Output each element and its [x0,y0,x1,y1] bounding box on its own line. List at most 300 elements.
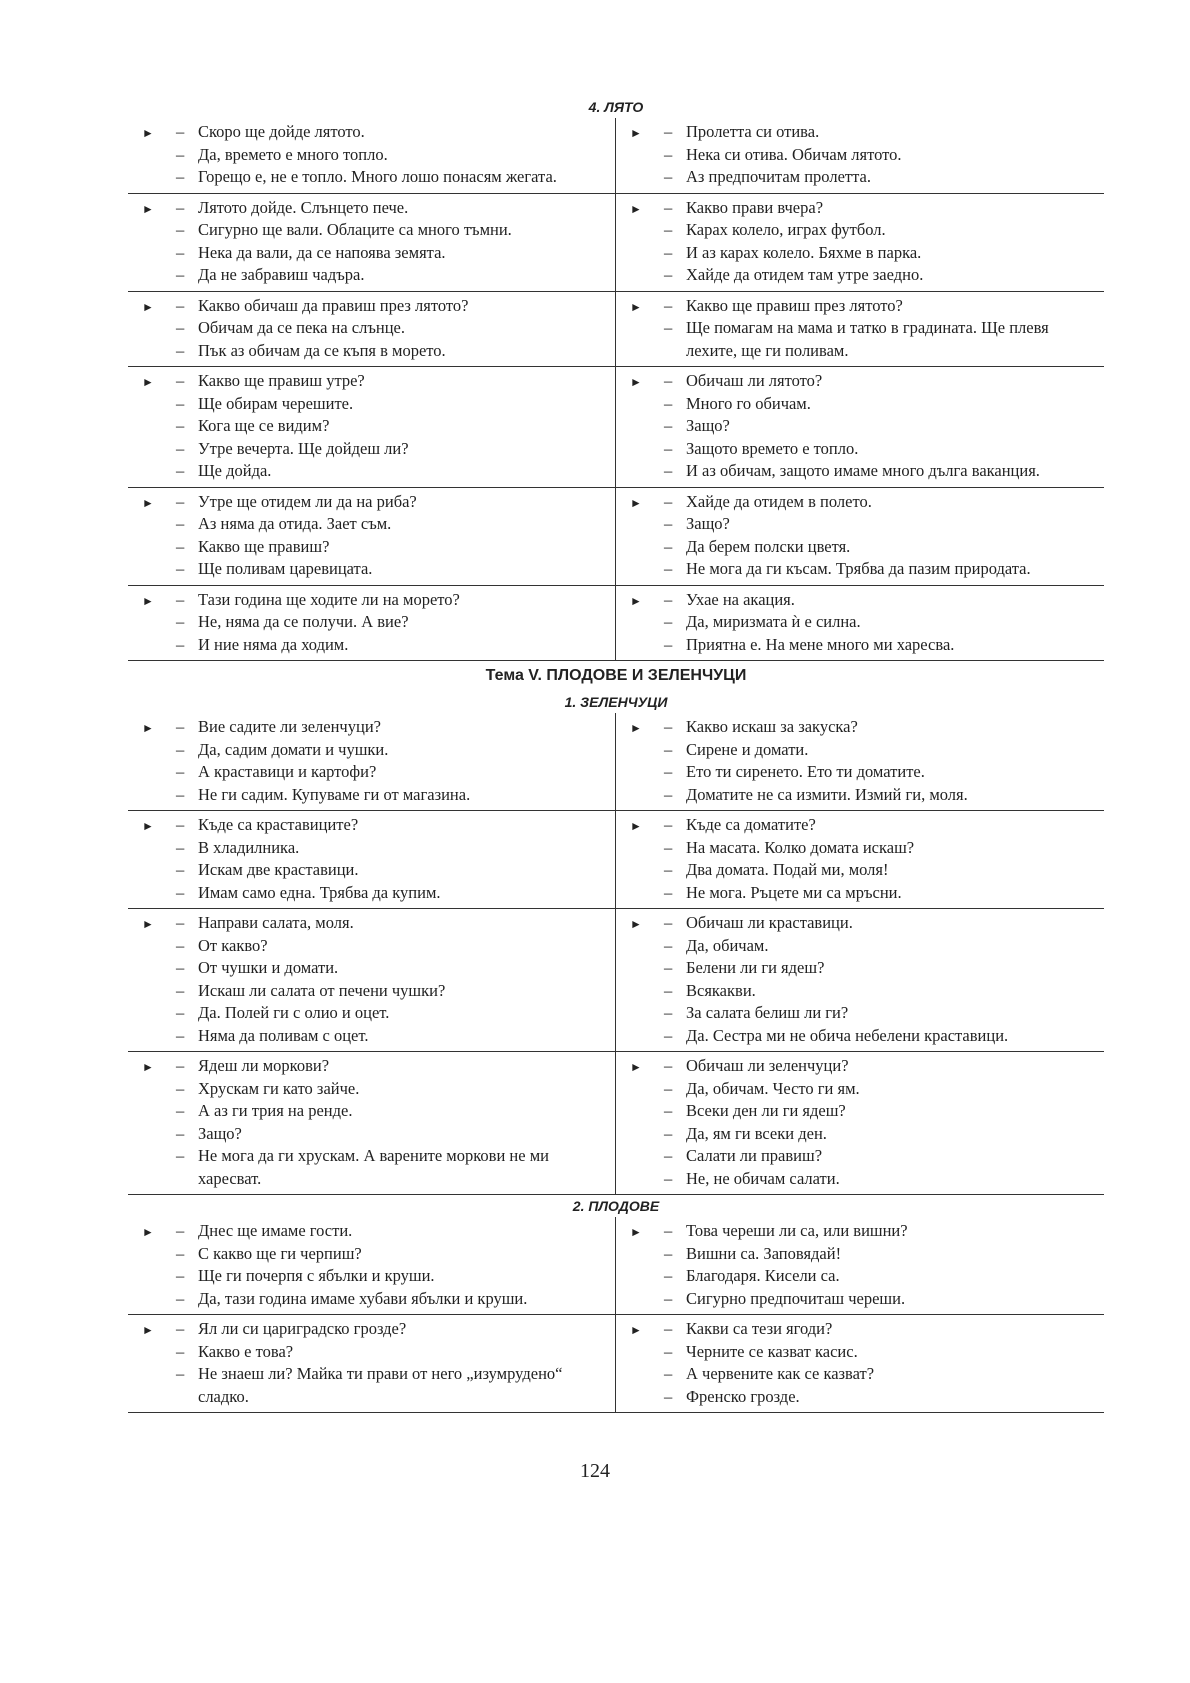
dialogue-cell-left [128,1315,616,1412]
dialogue-text: Това череши ли са, или вишни? [686,1221,908,1240]
dialogue-text: Всеки ден ли ги ядеш? [686,1101,846,1120]
dialogue-cell-right [616,488,1104,585]
dash-marker: – [176,242,185,262]
dialogue-text: И аз обичам, защото имаме много дълга ваканция. [686,461,1040,480]
line-marker [142,295,198,319]
dialogue-line-start [142,491,609,514]
dialogue-cell-left [128,488,616,585]
dialogue-text: Обичаш ли зеленчуци? [686,1056,849,1075]
dialogue-line [142,882,609,905]
dialogue-line [142,1025,609,1048]
dialogue-text: Искам две краставици. [198,860,359,879]
dialogue-text: Утре ще отидем ли да на риба? [198,491,417,511]
dash-marker: – [664,491,673,511]
dialogue-text: А червените как се казват? [686,1364,875,1383]
dash-marker: – [176,461,185,480]
dialogue-text: От какво? [198,935,268,955]
dialogue-cell-left [128,1052,616,1194]
dialogue-line [142,393,609,416]
dialogue-cell-left [128,1217,616,1314]
dash-marker: – [664,144,673,164]
dash-marker: – [664,1003,673,1022]
dialogue-line [630,1002,1098,1025]
dialogue-line [142,1243,609,1266]
dialogue-text: В хладилника. [198,837,300,857]
dialogue-text: Какво искаш за закуска? [686,717,858,736]
dialogue-text: Вие садите ли зеленчуци? [198,717,381,736]
dialogue-text: Нека да вали, да се напоява земята. [198,242,446,262]
dialogue-text: Да, садим домати и чушки. [198,739,389,759]
dialogue-text: Къде са доматите? [686,815,816,834]
dialogue-line-start [630,716,1098,739]
dash-marker: – [664,1386,673,1406]
dash-marker: – [664,1146,673,1165]
dialogue-line-start [630,370,1098,393]
dash-marker: – [664,1341,673,1361]
dialogue-line [142,1363,609,1408]
dialogue-row [128,194,1104,292]
dash-marker: – [176,739,185,759]
dialogue-cell-left [128,194,616,291]
dialogue-text: И аз карах колело. Бяхме в парка. [686,242,922,262]
dialogue-line [630,935,1098,958]
dialogue-line [630,438,1098,461]
dialogue-text: От чушки и домати. [198,958,339,977]
dash-marker: – [176,958,185,977]
dialogue-line-start [142,1055,609,1078]
dialogue-line [630,242,1098,265]
dialogue-line [142,513,609,536]
dialogue-text: За салата белиш ли ги? [686,1003,849,1022]
dialogue-text: Да. Полей ги с олио и оцет. [198,1003,390,1022]
dialogue-row [128,713,1104,811]
dash-marker: – [664,438,673,458]
dialogue-cell-right [616,194,1104,291]
dialogue-cell-right [616,1217,1104,1314]
dialogue-line [630,980,1098,1003]
dialogue-text: Да, времето е много топло. [198,144,388,164]
dialogue-text: Какво е това? [198,1341,294,1361]
dialogue-text: Пролетта си отива. [686,122,820,141]
dialogue-line [630,1341,1098,1364]
line-marker [630,1055,686,1079]
dialogue-text: Сигурно ще вали. Облаците са много тъмни. [198,220,512,239]
dialogue-text: Не знаеш ли? Майка ти прави от него „изумрудено“ сладко. [198,1364,563,1406]
dialogue-text: Тази година ще ходите ли на морето? [198,589,460,609]
play-arrow-icon: ► [142,1225,154,1239]
dialogue-line [630,1243,1098,1266]
dialogue-line [630,264,1098,287]
dash-marker: – [664,1056,673,1075]
dash-marker: – [664,837,673,857]
dialogue-text: Защо? [686,514,730,533]
dialogue-text: Имам само една. Трябва да купим. [198,882,441,902]
dialogue-line [142,1145,609,1190]
dialogue-text: Ядеш ли моркови? [198,1056,330,1075]
dialogue-text: Хрускам ги като зайче. [198,1078,360,1098]
dialogue-line [142,242,609,265]
dialogue-row [128,367,1104,488]
dialogue-line [630,536,1098,559]
play-arrow-icon: ► [142,917,154,931]
dialogue-text: Ухае на акация. [686,589,795,609]
dialogue-line-start [630,295,1098,318]
dialogue-cell-left [128,586,616,661]
dash-marker: – [664,860,673,879]
dialogue-line-start [142,370,609,393]
dialogue-text: И ние няма да ходим. [198,634,349,654]
dash-marker: – [176,393,185,413]
play-arrow-icon: ► [142,593,154,608]
dash-marker: – [176,1078,185,1098]
dialogue-line-start [142,814,609,837]
dialogue-line [142,1002,609,1025]
dialogue-text: Ще помагам на мама и татко в градината. Ще плевя лехите, ще ги поливам. [686,318,1049,360]
dialogue-line-start [630,1318,1098,1341]
dialogue-line-start [142,1220,609,1243]
dialogue-line [630,513,1098,536]
dash-marker: – [176,1146,185,1165]
dialogue-text: Да не забравиш чадъра. [198,265,365,284]
dash-marker: – [664,559,673,578]
play-arrow-icon: ► [630,593,642,608]
dialogue-text: Искаш ли салата от печени чушки? [198,980,446,1000]
dialogue-text: Какво прави вчера? [686,197,824,217]
dialogue-text: Обичам да се пека на слънце. [198,318,405,337]
dash-marker: – [176,1123,185,1143]
dash-marker: – [664,122,673,141]
dialogue-line [630,1078,1098,1101]
line-marker [142,912,198,936]
theme-heading: Тема V. ПЛОДОВЕ И ЗЕЛЕНЧУЦИ [485,667,747,684]
dialogue-text: Благодаря. Кисели са. [686,1266,840,1285]
dash-marker: – [176,371,185,390]
dialogue-line [630,1363,1098,1386]
dialogue-text: А краставици и картофи? [198,762,377,781]
dialogue-line [630,784,1098,807]
dash-marker: – [176,935,185,955]
dialogue-line [142,340,609,363]
dialogue-line [630,144,1098,167]
dialogue-text: Френско грозде. [686,1386,800,1406]
line-marker [142,589,198,613]
line-marker [630,491,686,515]
dash-marker: – [176,122,185,141]
line-marker [630,121,686,145]
dash-marker: – [176,980,185,1000]
dash-marker: – [664,913,673,932]
dash-marker: – [176,762,185,781]
dialogue-text: Ето ти сиренето. Ето ти доматите. [686,762,925,781]
dash-marker: – [176,1341,185,1361]
dash-marker: – [176,634,185,654]
dialogue-line [142,957,609,980]
dialogue-text: Кога ще се видим? [198,416,330,435]
dash-marker: – [176,860,185,879]
dialogue-row [128,909,1104,1052]
dash-marker: – [176,220,185,239]
dash-marker: – [176,784,185,804]
dash-marker: – [664,393,673,413]
dialogue-line [630,1265,1098,1288]
dialogue-line [142,611,609,634]
dialogue-text: Ял ли си цариградско грозде? [198,1319,407,1338]
line-marker [630,589,686,613]
dialogue-text: Не, не обичам салати. [686,1168,840,1188]
dash-marker: – [176,882,185,902]
dialogue-cell-right [616,1315,1104,1412]
dialogue-cell-left [128,292,616,367]
dialogue-line-start [142,716,609,739]
dialogue-text: Аз предпочитам пролетта. [686,167,871,186]
dialogue-line [142,415,609,438]
dialogue-line [630,317,1098,362]
dialogue-line-start [142,295,609,318]
play-arrow-icon: ► [142,1060,154,1074]
dialogue-line [142,460,609,483]
dialogue-line [630,611,1098,634]
dash-marker: – [176,1288,185,1308]
line-marker [142,1318,198,1342]
dialogue-text: Да, ям ги всеки ден. [686,1123,827,1143]
dialogue-row [128,118,1104,194]
dialogue-line [142,264,609,287]
dialogue-text: Защо? [686,416,730,435]
dash-marker: – [176,197,185,217]
dialogue-text: Да. Сестра ми не обича небелени краставици. [686,1025,1009,1045]
dialogue-line-start [630,197,1098,220]
dialogue-text: Обичаш ли краставици. [686,913,853,932]
play-arrow-icon: ► [142,1323,154,1337]
play-arrow-icon: ► [630,721,642,735]
document-page [128,96,1104,1413]
dialogue-line-start [630,814,1098,837]
play-arrow-icon: ► [142,819,154,833]
dialogue-text: Вишни са. Заповядай! [686,1243,842,1263]
dialogue-line [142,784,609,807]
dialogue-text: Къде са краставиците? [198,815,359,834]
dash-marker: – [176,1319,185,1338]
dash-marker: – [664,1243,673,1263]
dialogue-row [128,488,1104,586]
dash-marker: – [664,739,673,759]
dash-marker: – [664,318,673,337]
dialogue-line [630,634,1098,657]
dialogue-text: Два домата. Подай ми, моля! [686,860,889,879]
dialogue-cell-left [128,713,616,810]
dash-marker: – [176,1243,185,1263]
dialogue-line [142,1288,609,1311]
play-arrow-icon: ► [142,126,154,140]
dash-marker: – [176,1003,185,1022]
play-arrow-icon: ► [142,495,154,510]
dialogue-text: Сигурно предпочиташ череши. [686,1288,906,1308]
dash-marker: – [664,634,673,654]
page-number: 124 [580,1460,610,1482]
dialogue-line [630,1100,1098,1123]
dash-marker: – [664,416,673,435]
dash-marker: – [664,717,673,736]
dialogue-text: Да, миризмата ѝ е силна. [686,612,861,631]
dash-marker: – [176,837,185,857]
play-arrow-icon: ► [630,126,642,140]
dialogue-row [128,1052,1104,1194]
dialogue-line [630,739,1098,762]
dialogue-text: Да, тази година имаме хубави ябълки и круши. [198,1288,528,1308]
dialogue-line [630,415,1098,438]
dialogue-line [142,536,609,559]
dash-marker: – [664,167,673,186]
dialogue-line [142,739,609,762]
dash-marker: – [664,1025,673,1045]
dialogue-line-start [630,491,1098,514]
dash-marker: – [176,1266,185,1285]
dialogue-text: Сирене и домати. [686,739,809,759]
line-marker [630,716,686,740]
dialogue-text: Белени ли ги ядеш? [686,958,825,977]
dash-marker: – [664,815,673,834]
line-marker [142,716,198,740]
dash-marker: – [176,1056,185,1075]
dialogue-row [128,292,1104,368]
dialogue-line [142,438,609,461]
play-arrow-icon: ► [630,299,642,314]
dialogue-text: Скоро ще дойде лятото. [198,122,365,141]
dash-marker: – [664,242,673,262]
dialogue-line [142,761,609,784]
dialogue-line [142,166,609,189]
line-marker [142,1055,198,1079]
dialogue-line [142,1078,609,1101]
dash-marker: – [176,514,185,533]
dialogue-text: Да, обичам. [686,935,769,955]
dialogue-text: Не, няма да се получи. А вие? [198,612,409,631]
play-arrow-icon: ► [630,375,642,389]
dash-marker: – [664,882,673,902]
dialogue-line [142,1341,609,1364]
dialogue-line [630,1386,1098,1409]
dash-marker: – [664,1078,673,1098]
dash-marker: – [176,612,185,631]
dialogue-row [128,1217,1104,1315]
dash-marker: – [664,1319,673,1338]
dialogue-text: Черните се казват касис. [686,1341,858,1361]
dialogue-text: Лятото дойде. Слънцето пече. [198,197,409,217]
dialogue-row [128,811,1104,909]
dialogue-line [142,1123,609,1146]
dash-marker: – [176,491,185,511]
dialogue-line-start [630,589,1098,612]
dialogue-cell-left [128,909,616,1051]
dash-marker: – [176,1221,185,1240]
dialogue-text: Да берем полски цветя. [686,536,851,556]
dash-marker: – [176,913,185,932]
line-marker [630,1220,686,1244]
dialogue-text: Да, обичам. Често ги ям. [686,1078,860,1098]
dialogue-text: Защото времето е топло. [686,438,859,458]
dialogue-cell-right [616,586,1104,661]
play-arrow-icon: ► [630,201,642,216]
dialogue-text: Нека си отива. Обичам лятото. [686,144,902,164]
line-marker [142,491,198,515]
dialogue-text: А аз ги трия на ренде. [198,1101,353,1120]
dialogue-cell-right [616,713,1104,810]
dialogue-text: Пък аз обичам да се къпя в морето. [198,340,446,360]
dialogue-line [630,761,1098,784]
dialogue-text: Какво обичаш да правиш през лятото? [198,295,469,315]
play-arrow-icon: ► [630,495,642,510]
dash-marker: – [664,1221,673,1240]
dialogue-cell-left [128,367,616,487]
line-marker [142,197,198,221]
play-arrow-icon: ► [630,1323,642,1337]
dialogue-row [128,586,1104,661]
dialogue-line [630,460,1098,483]
dash-marker: – [664,612,673,631]
dialogue-text: Аз няма да отида. Зает съм. [198,514,392,533]
dialogue-line [630,1168,1098,1191]
dash-marker: – [664,220,673,239]
dialogue-line [142,837,609,860]
dialogue-line-start [630,121,1098,144]
dialogue-text: Какво ще правиш утре? [198,371,365,390]
dialogue-text: Карах колело, играх футбол. [686,220,886,239]
dash-marker: – [176,559,185,578]
dialogue-cell-left [128,118,616,193]
dialogue-line [630,166,1098,189]
section-heading: 4. ЛЯТО [588,99,644,115]
dash-marker: – [176,1101,185,1120]
dialogue-line [142,219,609,242]
line-marker [630,295,686,319]
dialogue-line [142,980,609,1003]
dash-marker: – [176,1364,185,1383]
dialogue-text: Хайде да отидем в полето. [686,491,872,511]
dash-marker: – [176,340,185,360]
dialogue-text: Много го обичам. [686,393,811,413]
section-heading: 1. ЗЕЛЕНЧУЦИ [564,694,668,710]
dialogue-line-start [142,589,609,612]
dialogue-line [142,1265,609,1288]
line-marker [630,814,686,838]
line-marker [630,197,686,221]
dialogue-line [142,634,609,657]
dash-marker: – [664,1168,673,1188]
dash-marker: – [664,958,673,977]
dialogue-line [630,882,1098,905]
dialogue-text: Приятна е. На мене много ми харесва. [686,634,955,654]
dialogue-text: Ще ги почерпя с ябълки и круши. [198,1266,435,1285]
play-arrow-icon: ► [142,299,154,314]
dialogue-text: Не мога. Ръцете ми са мръсни. [686,882,902,902]
dialogue-line-start [630,912,1098,935]
dialogue-line [630,219,1098,242]
play-arrow-icon: ► [630,917,642,931]
dash-marker: – [664,1364,673,1383]
dialogue-text: Не мога да ги хрускам. А варените моркови не ми харесват. [198,1146,549,1188]
play-arrow-icon: ► [630,1060,642,1074]
line-marker [630,1318,686,1342]
dash-marker: – [664,265,673,284]
dash-marker: – [664,295,673,315]
dialogue-line [630,393,1098,416]
play-arrow-icon: ► [142,201,154,216]
section-heading: 2. ПЛОДОВЕ [572,1198,660,1214]
dash-marker: – [176,1025,185,1045]
dialogue-line [630,957,1098,980]
dialogue-text: Днес ще имаме гости. [198,1221,353,1240]
dialogue-text: Утре вечерта. Ще дойдеш ли? [198,438,409,458]
